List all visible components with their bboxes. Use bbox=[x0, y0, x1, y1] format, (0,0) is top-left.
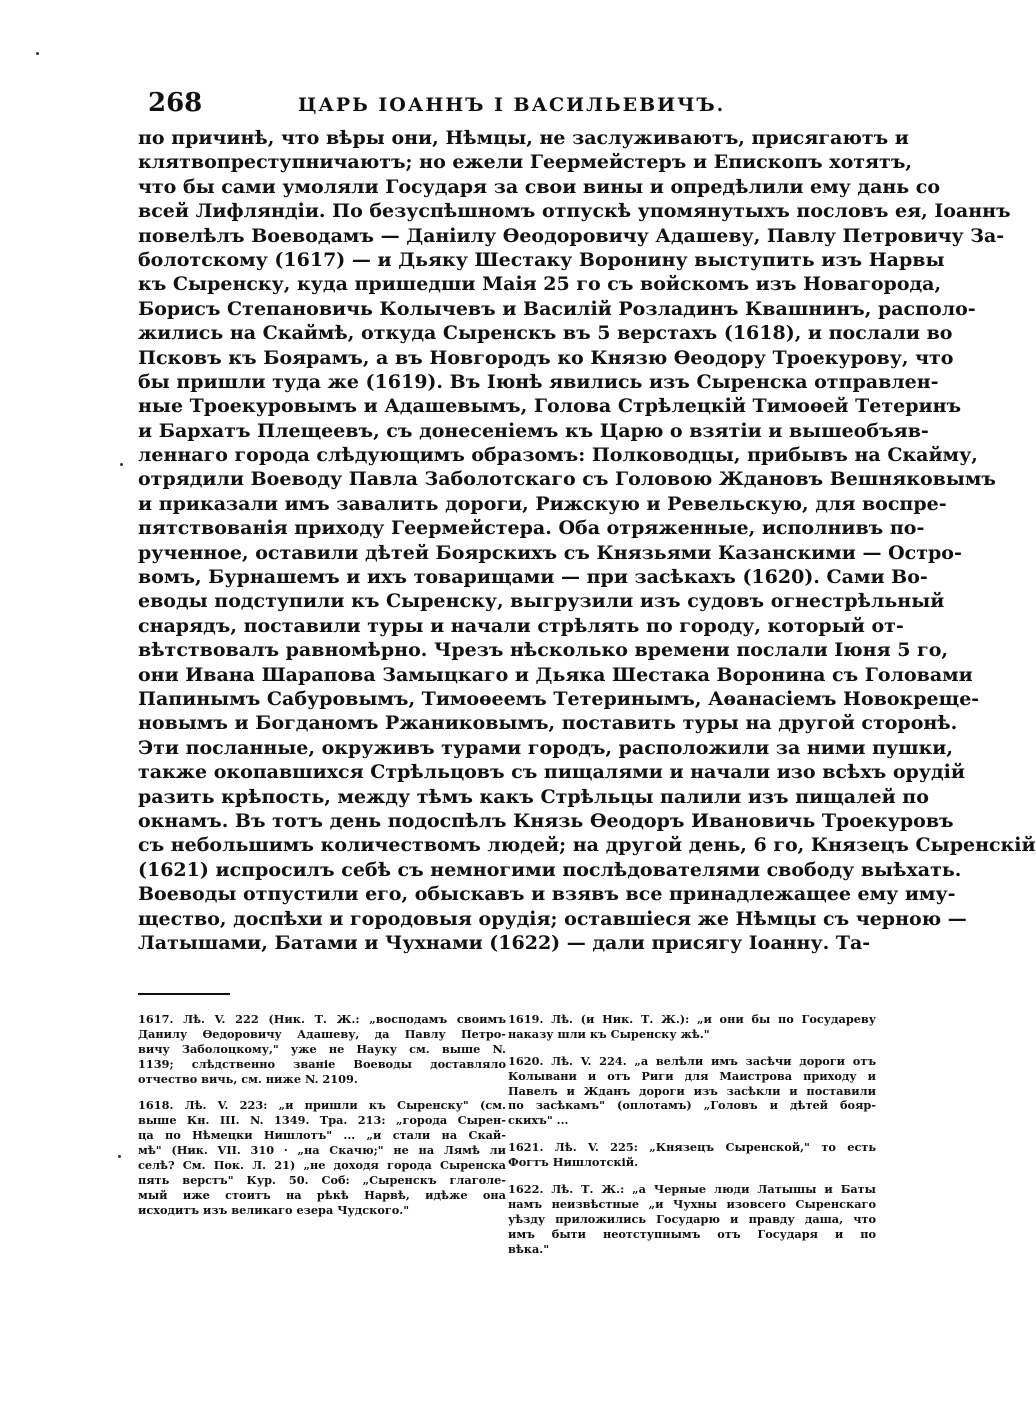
footnote-line: Фогтъ Нишлотскій. bbox=[508, 1155, 639, 1170]
text-line: Латышами, Батами и Чухнами (1622) — дали присягу Іоанну. Та- bbox=[138, 931, 871, 954]
footnote bbox=[138, 1012, 506, 1086]
footnote-line: 1617. Лѣ. V. 222 (Ник. Т. Ж.: „восподамъ своимъ bbox=[138, 1012, 506, 1026]
text-line: съ небольшимъ количествомъ людей; на другой день, 6 го, Князецъ Сыренскій bbox=[138, 834, 1036, 857]
text-line: отрядили Воеводу Павла Заболотскаго съ Головою Ждановъ Вешняковымъ bbox=[138, 468, 996, 491]
page-number: 268 bbox=[148, 88, 203, 118]
text-line: разить крѣпость, между тѣмъ какъ Стрѣльцы палили изъ пищалей по bbox=[138, 785, 929, 808]
footnote-line: ца по Нѣмецки Нишлотъ" ... „и стали на Скай- bbox=[138, 1128, 506, 1143]
text-line: повелѣлъ Воеводамъ — Даніилу Ѳеодоровичу Адашеву, Павлу Петровичу За- bbox=[138, 224, 1005, 247]
footnote-line: 1618. Лѣ. V. 223: „и пришли къ Сыренску" (см. bbox=[138, 1098, 506, 1113]
footnote-line: имъ быти неотступнымъ отъ Государя и по bbox=[508, 1226, 876, 1241]
text-line: они Ивана Шарапова Замыцкаго и Дьяка Шестака Воронина съ Головами bbox=[138, 663, 973, 686]
footnote bbox=[508, 1012, 876, 1042]
footnote-line: 1621. Лѣ. V. 225: „Князецъ Сыренской," то есть bbox=[508, 1140, 876, 1155]
footnotes-right-column bbox=[508, 1012, 876, 1268]
footnote-line: наказу шли къ Сыренску жѣ." bbox=[508, 1026, 710, 1041]
text-line: всей Лифляндіи. По безуспѣшномъ отпускѣ упомянутыхъ пословъ ея, Іоаннъ bbox=[138, 200, 1011, 223]
text-line: болотскому (1617) — и Дьяку Шестаку Воронину выступить изъ Нарвы bbox=[138, 248, 945, 271]
footnote-line: вичу Заболоцкому," уже не Науку см. выше N. bbox=[138, 1041, 506, 1056]
footnote bbox=[508, 1054, 876, 1128]
text-line: къ Сыренску, куда пришедши Маія 25 го съ войскомъ изъ Новагорода, bbox=[138, 273, 942, 296]
footnotes-left-column bbox=[138, 1012, 506, 1230]
footnote-line: 1139; слѣдственно званіе Воеводы доставляло bbox=[138, 1056, 506, 1071]
footnote-line: мый иже стоитъ на рѣкѣ Нарвѣ, идѣже она bbox=[138, 1187, 506, 1202]
text-line: по причинѣ, что вѣры они, Нѣмцы, не заслуживаютъ, присягаютъ и bbox=[138, 127, 909, 149]
print-speck bbox=[118, 1155, 121, 1158]
print-speck bbox=[120, 463, 123, 466]
text-line: вомъ, Бурнашемъ и ихъ товарищами — при засѣкахъ (1620). Сами Во- bbox=[138, 566, 928, 589]
text-line: ные Троекуровымъ и Адашевымъ, Голова Стрѣлецкій Тимоѳей Тетеринъ bbox=[138, 395, 962, 418]
text-line: Борисъ Степановичь Колычевъ и Василій Розладинъ Квашнинъ, располо- bbox=[138, 297, 976, 320]
text-line: клятвопреступничаютъ; но ежели Геермейстеръ и Епископъ хотятъ, bbox=[138, 151, 913, 174]
footnote-line: вѣка." bbox=[508, 1241, 550, 1256]
text-line: также окопавшихся Стрѣльцовъ съ пищалями и начали изо всѣхъ орудій bbox=[138, 761, 965, 784]
text-line: новымъ и Богданомъ Ржаниковымъ, поставить туры на другой сторонѣ. bbox=[138, 712, 958, 735]
text-line: Воеводы отпустили его, обыскавъ и взявъ все принадлежащее ему иму- bbox=[138, 883, 956, 906]
footnote-line: намъ неизвѣстные „и Чухны изовсего Сыренскаго bbox=[508, 1196, 876, 1211]
footnote-line: Павелъ и Жданъ дороги изъ засѣкли и поставили bbox=[508, 1083, 876, 1098]
footnote bbox=[138, 1098, 506, 1217]
text-line: пятствованія приходу Геермейстера. Оба отряженные, исполнивъ по- bbox=[138, 517, 925, 540]
footnote-line: скихъ" ... bbox=[508, 1113, 569, 1128]
footnote-line: 1622. Лѣ. Т. Ж.: „а Черные люди Латышы и Баты bbox=[508, 1182, 876, 1197]
footnote-line: селѣ? См. Пок. Л. 21) „не доходя города Сыренска bbox=[138, 1158, 506, 1173]
text-line: окнамъ. Въ тотъ день подоспѣлъ Князь Ѳеодоръ Ивановичь Троекуровъ bbox=[138, 809, 954, 832]
running-title: ЦАРЬ ІОАННЪ І ВАСИЛЬЕВИЧЪ. bbox=[298, 94, 726, 116]
footnote-divider bbox=[138, 993, 230, 995]
footnote-line: 1620. Лѣ. V. 224. „а велѣли имъ засѣчи дороги отъ bbox=[508, 1053, 876, 1068]
text-line: Эти посланные, окруживъ турами городъ, расположили за ними пушки, bbox=[138, 736, 953, 759]
text-line: снарядъ, поставили туры и начали стрѣлять по городу, который от- bbox=[138, 614, 904, 637]
footnote-line: отчество вичь, см. ниже N. 2109. bbox=[138, 1071, 358, 1086]
text-line: (1621) испросилъ себѣ съ немногими послѣдователями свободу выѣхать. bbox=[138, 858, 962, 881]
text-line: и приказали имъ завалить дороги, Рижскую и Ревельскую, для воспре- bbox=[138, 492, 947, 515]
text-line: бы пришли туда же (1619). Въ Іюнѣ явились изъ Сыренска отправлен- bbox=[138, 370, 939, 393]
text-line: щество, доспѣхи и городовыя орудія; оставшіеся же Нѣмцы съ черною — bbox=[138, 907, 967, 930]
text-line: рученное, оставили дѣтей Боярскихъ съ Князьями Казанскими — Остро- bbox=[138, 541, 962, 564]
footnote-line: пять верстъ" Кур. 50. Соб: „Сыренскъ глаголе- bbox=[138, 1172, 506, 1187]
footnote bbox=[508, 1182, 876, 1256]
footnote-line: по засѣкамъ" (оплотамъ) „Головъ и дѣтей бояр- bbox=[508, 1098, 876, 1113]
text-line: Псковъ къ Боярамъ, а въ Новгородъ ко Князю Ѳеодору Троекурову, что bbox=[138, 346, 954, 369]
text-line: жились на Скаймѣ, откуда Сыренскъ въ 5 верстахъ (1618), и послали во bbox=[138, 322, 953, 345]
text-line: Папинымъ Сабуровымъ, Тимоѳеемъ Тетеринымъ, Аѳанасіемъ Новокреще- bbox=[138, 687, 980, 710]
print-speck bbox=[36, 52, 39, 55]
footnote-line: Колывани и отъ Риги для Маистрова приходу и bbox=[508, 1068, 876, 1083]
footnote-line: мѣ" (Ник. VII. 310 · „на Скачю;" не на Лямѣ ли bbox=[138, 1143, 506, 1158]
footnote-line: Данилу Ѳедоровичу Адашеву, да Павлу Петро- bbox=[138, 1026, 506, 1041]
footnote-line: уѣзду приложились Государю и правду даша, что bbox=[508, 1211, 876, 1226]
footnote-line: 1619. Лѣ. (и Ник. Т. Ж.): „и они бы по Государеву bbox=[508, 1012, 876, 1026]
footnote bbox=[508, 1140, 876, 1170]
text-line: леннаго города слѣдующимъ образомъ: Полководцы, прибывъ на Скайму, bbox=[138, 444, 978, 467]
footnote-line: выше Кн. III. N. 1349. Тра. 213: „города Сырен- bbox=[138, 1113, 506, 1128]
main-text bbox=[138, 126, 1036, 955]
page-header bbox=[138, 88, 878, 122]
footnote-line: исходитъ изъ великаго езера Чудского." bbox=[138, 1202, 410, 1217]
text-line: вѣтствовалъ равномѣрно. Чрезъ нѣсколько времени послали Іюня 5 го, bbox=[138, 639, 948, 662]
text-line: и Бархатъ Плещеевъ, съ донесеніемъ къ Царю о взятіи и вышеобъяв- bbox=[138, 419, 929, 442]
text-line: что бы сами умоляли Государя за свои вины и опредѣлили ему дань со bbox=[138, 175, 941, 198]
text-line: еводы подступили къ Сыренску, выгрузили изъ судовъ огнестрѣльный bbox=[138, 590, 945, 613]
